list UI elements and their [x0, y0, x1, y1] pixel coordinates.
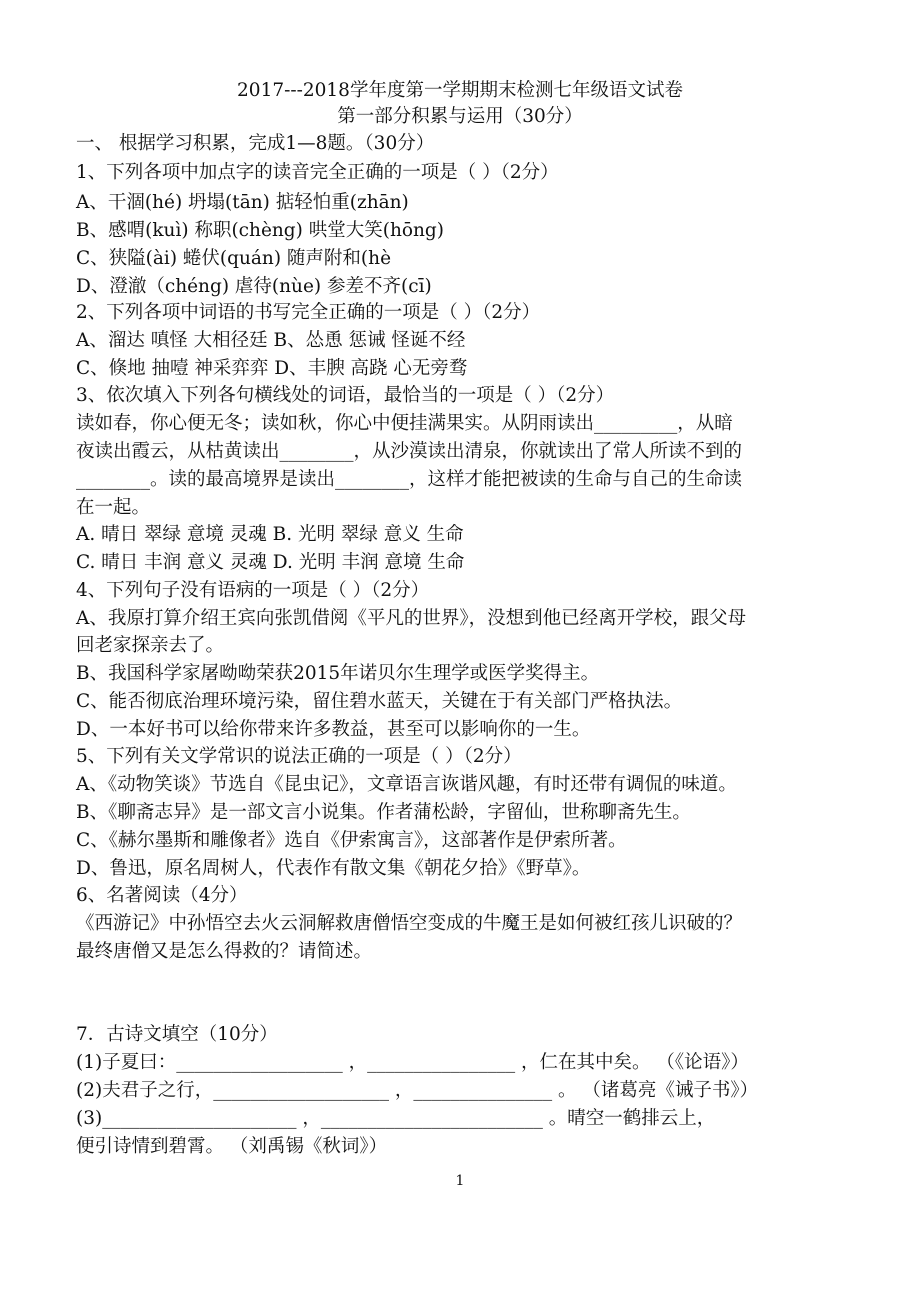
question-5-option-c: C、《赫尔墨斯和雕像者》选自《伊索寓言》，这部著作是伊索所著。	[76, 830, 627, 851]
question-3-passage-line-3: ________。读的最高境界是读出________，这样才能把被读的生命与自己的生命读	[76, 469, 743, 490]
question-1-option-b: B、感喟(kuì) 称职(chèng) 哄堂大笑(hōng)	[76, 220, 444, 241]
question-2-options-ab: A、溜达 嗔怪 大相径廷 B、怂恿 惩诫 怪诞不经	[76, 330, 466, 351]
part-one-instruction: 一、 根据学习积累，完成1—8题。（30分）	[76, 133, 435, 154]
question-6: 6、名著阅读（4分）	[76, 885, 248, 906]
question-4-option-c: C、能否彻底治理环境污染，留住碧水蓝天，关键在于有关部门严格执法。	[76, 691, 683, 712]
question-3-passage-line-1: 读如春，你心便无冬；读如秋，你心中便挂满果实。从阴雨读出_________，从暗	[76, 413, 733, 434]
question-3-options-cd: C. 晴日 丰润 意义 灵魂 D. 光明 丰润 意境 生命	[76, 552, 465, 573]
question-3: 3、依次填入下列各句横线处的词语，最恰当的一项是（ ）（2分）	[76, 385, 615, 406]
question-1-option-d: D、澄澈（chéng) 虐待(nùe) 参差不齐(cī)	[76, 276, 432, 297]
question-3-passage-line-2: 夜读出霞云，从枯黄读出________，从沙漠读出清泉，你就读出了常人所读不到的	[76, 441, 743, 462]
question-4-option-d: D、一本好书可以给你带来许多教益，甚至可以影响你的一生。	[76, 719, 591, 740]
question-4-option-a: A、我原打算介绍王宾向张凯借阅《平凡的世界》，没想到他已经离开学校，跟父母	[76, 608, 747, 629]
question-1-option-c: C、狭隘(ài) 蜷伏(quán) 随声附和(hè	[76, 248, 392, 269]
question-4-option-a-continued: 回老家探亲去了。	[76, 635, 225, 656]
question-5-option-a: A、《动物笑谈》节选自《昆虫记》，文章语言诙谐风趣，有时还带有调侃的味道。	[76, 774, 737, 795]
question-6-prompt-line-2: 最终唐僧又是怎么得救的？请简述。	[76, 941, 373, 962]
page-number: 1	[455, 1173, 465, 1189]
section-heading: 第一部分积累与运用（30分）	[337, 106, 583, 127]
question-5-option-b: B、《聊斋志异》是一部文言小说集。作者蒲松龄，字留仙，世称聊斋先生。	[76, 802, 691, 823]
exam-title: 2017---2018学年度第一学期期末检测七年级语文试卷	[237, 80, 683, 101]
question-7-item-3: (3)_____________________ ，________________________ 。晴空一鹤排云上，	[76, 1108, 716, 1129]
question-7-item-3-continued: 便引诗情到碧霄。 （刘禹锡《秋词》）	[76, 1136, 388, 1157]
question-2: 2、下列各项中词语的书写完全正确的一项是（ ）（2分）	[76, 302, 541, 323]
question-2-options-cd: C、倏地 抽噎 神采弈弈 D、丰腴 高跷 心无旁骛	[76, 358, 468, 379]
question-5-option-d: D、鲁迅，原名周树人，代表作有散文集《朝花夕拾》《野草》。	[76, 858, 591, 879]
question-1-option-a: A、干涸(hé) 坍塌(tān) 掂轻怕重(zhān)	[76, 192, 409, 213]
question-4-option-b: B、我国科学家屠呦呦荣获2015年诺贝尔生理学或医学奖得主。	[76, 663, 600, 684]
question-7-item-2: (2)夫君子之行，___________________ ，_______________ 。 （诸葛亮《诫子书》）	[76, 1080, 759, 1101]
question-3-passage-line-4: 在一起。	[76, 497, 151, 518]
question-7-item-1: (1)子夏曰：__________________ ，________________ ，仁在其中矣。 （《论语》）	[76, 1052, 749, 1073]
question-3-options-ab: A. 晴日 翠绿 意境 灵魂 B. 光明 翠绿 意义 生命	[76, 524, 464, 545]
question-7: 7．古诗文填空（10分）	[76, 1024, 278, 1045]
question-4: 4、下列句子没有语病的一项是（ ）（2分）	[76, 580, 430, 601]
question-5: 5、下列有关文学常识的说法正确的一项是（ ）（2分）	[76, 746, 522, 767]
question-1: 1、下列各项中加点字的读音完全正确的一项是（ ）（2分）	[76, 162, 559, 183]
question-6-prompt-line-1: 《西游记》中孙悟空去火云洞解救唐僧悟空变成的牛魔王是如何被红孩儿识破的？	[76, 913, 743, 934]
